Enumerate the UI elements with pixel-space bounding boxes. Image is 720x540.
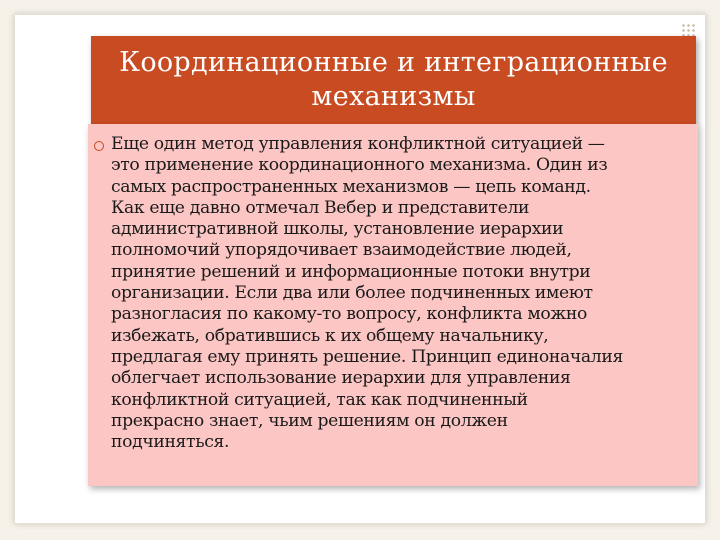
- title-box: [91, 36, 696, 124]
- circle-bullet-icon: [94, 141, 104, 151]
- content-box: [88, 124, 698, 486]
- bullet-text: Еще один метод управления конфликтной ситуацией — это применение координационного механизма. Один из самых распространенных механизмов — цепь команд. Как еще давно отмечал Вебер и представители административной школы, установление иерархии полномочий упорядочивает взаимодействие людей, принятие решений и информационные потоки внутри организации. Если два или более подчиненных имеют разногласия по какому-то вопросу, конфликта можно избежать, обратившись к их общему начальнику, предлагая ему принять решение. Принцип единоначалия облегчает использование иерархии для управления конфликтной ситуацией, так как подчиненный прекрасно знает, чьим решениям он должен подчиняться.: [111, 134, 623, 453]
- bullet-item: [94, 134, 694, 453]
- slide-title: Координационные и интеграционные механизмы: [119, 47, 668, 112]
- slide-frame: [14, 14, 706, 524]
